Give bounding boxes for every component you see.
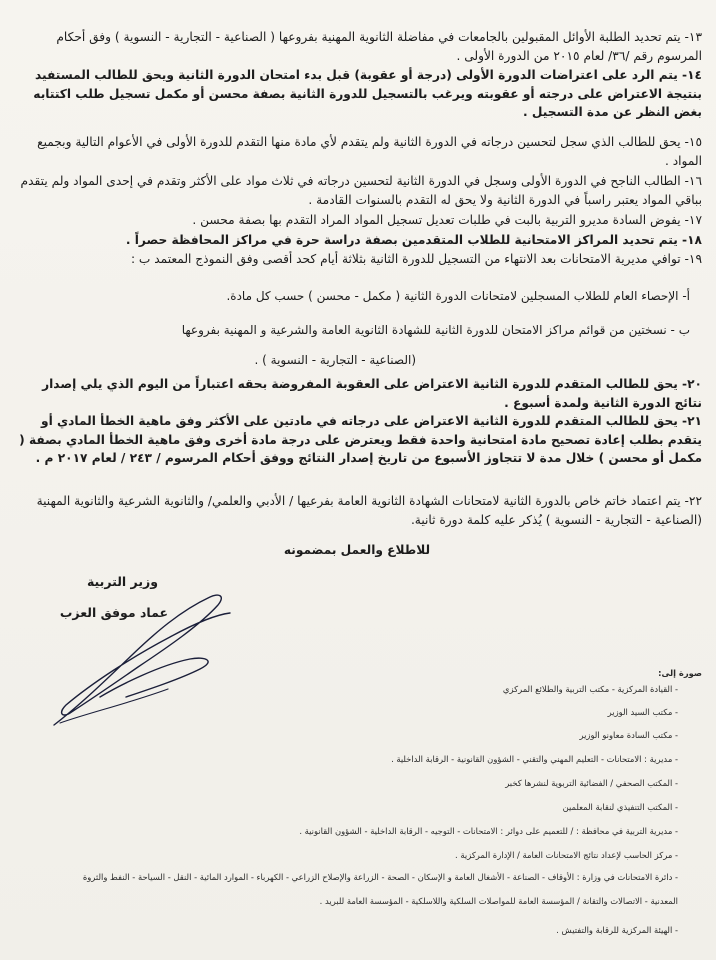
item-14 xyxy=(12,66,702,122)
cc-item xyxy=(12,925,678,936)
cc-item xyxy=(12,850,678,861)
cc-item xyxy=(12,802,678,813)
cc-item-text: - القيادة المركزية - مكتب التربية والطلائع المركزي xyxy=(502,684,678,694)
cc-item-text: - مديرية التربية في محافظة : / للتعميم على دوائر : الامتحانات - التوجيه - الرقابة الداخلية - الشؤون القانونية . xyxy=(299,826,678,836)
item-18 xyxy=(12,231,702,250)
sub-item-b-cont xyxy=(12,351,416,369)
cc-item-text: - مكتب السيد الوزير xyxy=(607,707,678,717)
cc-heading xyxy=(560,668,702,679)
minister-title-text: وزير التربية xyxy=(86,574,158,589)
cc-item-text: - الهيئة المركزية للرقابة والتفتيش . xyxy=(556,925,678,935)
cc-item-text: - مديرية : الامتحانات - التعليم المهني والتقني - الشؤون القانونية - الرقابة الداخلية . xyxy=(391,754,678,764)
cc-item-text: المعدنية - الاتصالات والتقانة / المؤسسة العامة للمواصلات السلكية واللاسلكية - المؤسسة العامة للبريد . xyxy=(319,896,678,906)
cc-item xyxy=(12,707,678,718)
cc-item xyxy=(12,778,678,789)
item-19-text: ١٩- توافي مديرية الامتحانات بعد الانتهاء من التسجيل للدورة الثانية بثلاثة أيام كحد أقصى وفق النموذج المعتمد ب : xyxy=(130,252,702,266)
item-22-text: ٢٢- يتم اعتماد خاتم خاص بالدورة الثانية لامتحانات الشهادة الثانوية العامة بفرعيها / الأدبي والعلمي/ والثانوية الشرعية والثانوية المهنية (الصناعية - التجارية - النسوية ) يُذكر عليه كلمة دورة ثانية. xyxy=(36,494,702,527)
sub-item-a xyxy=(12,287,690,305)
cc-item xyxy=(12,754,678,765)
cc-item-text: - مكتب السادة معاونو الوزير xyxy=(579,730,678,740)
item-15 xyxy=(12,133,702,170)
item-13 xyxy=(12,28,702,65)
item-15-text: ١٥- يحق للطالب الذي سجل لتحسين درجاته في الدورة الثانية ولم يتقدم لأي مادة منها التقدم للدورة الأولى في الأعوام التالية وبجميع المواد . xyxy=(37,135,702,168)
cc-item-text: - المكتب الصحفي / الفضائية التربوية لنشرها كخبر xyxy=(505,778,678,788)
minister-name-text: عماد موفق العزب xyxy=(59,605,168,620)
item-20-text: ٢٠- يحق للطالب المتقدم للدورة الثانية الاعتراض على العقوبة المفروضة بحقه اعتباراً من اليوم الذي يلي إصدار نتائج الدورة الثانية ولمدة أسبوع . xyxy=(42,377,702,410)
cc-item-text: - دائرة الامتحانات في وزارة : الأوقاف - الصناعة - الأشغال العامة و الإسكان - الصحة - الزراعة والإصلاح الزراعي - الكهرباء - الموارد المائية - النقل - السياحة - النفط والثروة xyxy=(82,872,678,882)
cc-item xyxy=(12,730,678,741)
cc-item xyxy=(12,826,678,837)
item-19 xyxy=(12,250,702,269)
closing-text: للاطلاع والعمل بمضمونه xyxy=(283,543,431,557)
item-16-text: ١٦- الطالب الناجح في الدورة الأولى وسجل في الدورة الثانية لتحسين درجاته في ثلاث مواد على الأكثر وتقدم في إحدى المواد ولم يتقدم بباقي المواد يعتبر راسباً في الدورة الثانية ولا يحق له التقدم بالسنوات القادمة . xyxy=(20,174,702,207)
item-21-text: ٢١- يحق للطالب المتقدم للدورة الثانية الاعتراض على درجاته في مادتين على الأكثر وفق ماهية الخطأ المادي أو يتقدم بطلب إعادة تصحيح مادة امتحانية واحدة فقط ويعترض على درجة مادة أخرى وفق ماهية الخطأ المادي بصفة ( مكمل أو محسن ) خلال مدة لا تتجاوز الأسبوع من تاريخ إصدار النتائج ووفق أحكام المرسوم / ٢٤٣ / لعام ٢٠١٧ م . xyxy=(19,414,702,465)
sub-item-a-text: أ- الإحصاء العام للطلاب المسجلين لامتحانات الدورة الثانية ( مكمل - محسن ) حسب كل مادة. xyxy=(226,289,690,303)
item-20 xyxy=(12,375,702,412)
item-22 xyxy=(12,492,702,529)
item-16 xyxy=(12,172,702,209)
cc-item-text: - المكتب التنفيذي لنقابة المعلمين xyxy=(562,802,678,812)
sub-item-b-text: ب - نسختين من قوائم مراكز الامتحان للدورة الثانية للشهادة الثانوية العامة والشرعية و المهنية بفروعها xyxy=(181,323,690,337)
cc-item xyxy=(12,684,678,695)
cc-item xyxy=(12,896,678,907)
item-17 xyxy=(12,211,702,230)
item-13-text: ١٣- يتم تحديد الطلبة الأوائل المقبولين بالجامعات في مفاضلة الثانوية المهنية بفروعها ( الصناعية - التجارية - النسوية ) وفق أحكام المرسوم رقم /٣٦/ لعام ٢٠١٥ من الدورة الأولى . xyxy=(56,30,702,63)
sub-item-b xyxy=(12,321,690,339)
sub-item-b-cont-text: (الصناعية - التجارية - النسوية ) . xyxy=(254,353,416,367)
item-21 xyxy=(12,412,702,468)
cc-item xyxy=(12,872,678,883)
item-17-text: ١٧- يفوض السادة مديرو التربية بالبت في طلبات تعديل تسجيل المواد المراد التقدم بها بصفة محسن . xyxy=(192,213,702,227)
cc-item-text: - مركز الحاسب لإعداد نتائج الامتحانات العامة / الإدارة المركزية . xyxy=(455,850,678,860)
closing-line xyxy=(12,541,702,560)
cc-heading-text: صورة إلى: xyxy=(658,668,702,678)
item-14-text: ١٤- يتم الرد على اعتراضات الدورة الأولى (درجة أو عقوبة) قبل بدء امتحان الدورة الثانية ويحق للطالب المستفيد بنتيجة الاعتراض على درجته أو عقوبته ويرغب بالتسجيل للدورة الثانية بصفة محسن أو مكمل تسجيل طلب اكتتابه بغض النظر عن مدة التسجيل . xyxy=(33,68,702,119)
item-18-text: ١٨- يتم تحديد المراكز الامتحانية للطلاب المتقدمين بصفة دراسة حرة في مراكز المحافظة حصراً . xyxy=(125,233,702,247)
